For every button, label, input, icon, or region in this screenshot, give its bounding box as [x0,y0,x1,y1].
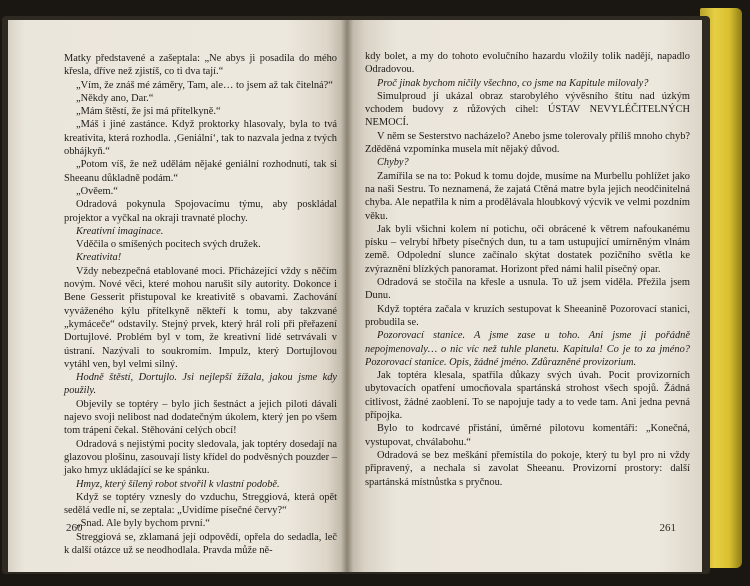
paragraph: Jak byli všichni kolem ní potichu, oči obrácené k větrem nafoukanému písku – velrybí hřbety písečných dun, tu a tam ustupující umírněným vlnám země. Odpolední slunce začínalo skýtat dostatek pozičního světla ke zvýraznění blízkých panoramat. Horizont před námi halil písečný opar. [365,223,690,275]
paragraph: „Vím, že znáš mé záměry, Tam, ale… to jsem až tak čitelná?“ [76,79,333,91]
paragraph: kdy bolet, a my do tohoto evolučního hazardu vložily tolik nadějí, napadlo Odradovou. [365,51,690,76]
paragraph: Matky představené a zašeptala: „Ne abys ji posadila do mého křesla, dříve než zjistíš, co ti dva tají.“ [64,53,337,78]
paragraph: „Mám štěstí, že jsi má přítelkyně.“ [76,106,221,118]
italic-text: Pozorovací stanice. A jsme zase u toho. Ani jsme ji pořádně nepojmenovaly… o nic víc než tuhle planetu. Kapitula! Co je to za jméno? Pozorovací stanice. Opis, žádné jméno. Zdůrazněné provizorium. [365,330,690,368]
paragraph-italic [64,478,337,491]
left-page [8,20,347,572]
paragraph: „Snad. Ale byly bychom první.“ [76,518,210,530]
paragraph: Vděčila o smíšených pocitech svých družek. [76,239,261,251]
book-gutter [341,20,353,572]
paragraph: Streggiová se, zklamaná její odpovědí, opřela do sedadla, leč k další otázce už se neodhodlala. Pravda může ně- [64,531,337,556]
paragraph: Když toptéra začala v kruzích sestupovat k Sheeanině Pozorovací stanici, probudila se. [365,303,690,328]
paragraph-italic [64,225,337,238]
paragraph-italic [365,156,690,169]
paragraph: Odradová se stočila na křesle a usnula. To už jsem viděla. Přežila jsem Dunu. [365,277,690,302]
paragraph: Jak toptéra klesala, spatřila důkazy svých úvah. Pocit provizorních ubytovacích opatření umocňovala spartánská strohost všech spojů. Žádná citlivost, žádné zaoblení. To se napojuje tady a to vede tam. Ani jedna pevná přípojka. [365,370,690,422]
paragraph: Vždy nebezpečná etablované moci. Přicházející vždy s něčím novým. Nové věci, které mohou narušit síly autority. Dokonce i Bene Gesserit přistupoval ke kreativitě s obavami. Zachování vyváženého kýlu přítelkyně někteří k tomu, aby takzvané „kymáceče“ odstavily. Stejný prvek, který hrál roli při přeřazení Dortujlové. Problém byl v tom, že kreativní lidé setrvávali v ústraní. Nazývali to soukromím. Impulz, který Dortujlovou vytáhl ven, byl velmi silný. [64,265,337,370]
paragraph-italic [64,251,337,264]
paragraph: Objevily se toptéry – bylo jich šestnáct a jejich piloti dávali najevo svoji nelibost nad dodatečným úkolem, který jen po všem tom trápení čekal. Stěhování celých obcí! [64,398,337,437]
paragraph: Simulproud jí ukázal obraz starobylého vývěsního štítu nad úzkým vchodem budovy z růžových cihel: ÚSTAV NEVYLÉČITELNÝCH NEMOCÍ. [365,90,690,129]
italic-text: Hodně štěstí, Dortujlo. Jsi nejlepší žížala, jakou jsme kdy použily. [64,372,337,397]
paragraph: Zamířila se na to: Pokud k tomu dojde, musíme na Murbellu pohlížet jako na naši Sestru. To neznamená, že zajatá Ctěná matre byla jejich neodčinitelná chyba. Ale nepatřila k nim a prodělávala hloubkový výcvik ve velmi pozdním věku. [365,170,690,222]
paragraph-italic [365,77,690,90]
paragraph: Odradová se bez meškání přemístila do pokoje, který tu byl pro ni vždy připravený, a nechala si zavolat Sheeanu. Provizorní prostory: další spartánská místnůstka s pryčnou. [365,449,690,488]
page-number-right: 261 [659,522,676,534]
paragraph: Odradová pokynula Spojovacímu týmu, aby poskládal projektor a vyčkal na okraji travnaté plochy. [64,199,337,224]
paragraph: „Ověem.“ [76,185,118,197]
paragraph-italic [64,371,337,398]
right-page-text [365,50,690,489]
page-number-left: 260 [66,522,83,534]
paragraph: „Potom víš, že než udělám nějaké geniální rozhodnutí, tak si Sheeanu důkladně podám.“ [64,159,337,184]
italic-text: Hmyz, který šílený robot stvořil k vlastní podobě. [76,478,280,490]
paragraph: „Někdy ano, Dar.“ [76,92,154,104]
left-page-text [64,52,337,557]
italic-text: Proč jinak bychom ničily všechno, co jsme na Kapitule milovaly? [377,77,649,89]
paragraph: Když se toptéry vznesly do vzduchu, Streggiová, která opět sedělá vedle ní, se zeptala: „Uvidíme písečné červy?“ [64,491,337,517]
paragraph: „Máš i jiné zastánce. Když proktorky hlasovaly, byla to tvá kreativita, která rozhodla. ‚Geniální‘, tak to nazvala jedna z tvých obhájkyň.“ [64,119,337,158]
paragraph: Bylo to kodrcavé přistání, úměrné pilotovu komentáři: „Konečná, vystupovat, chválabohu.“ [365,423,690,448]
paragraph-italic [365,329,690,369]
paragraph: V něm se Sesterstvo nacházelo? Anebo jsme tolerovaly příliš mnoho chyb? Zděděná vzpomínka musela mít nějaký důvod. [365,130,690,156]
right-page [347,20,702,572]
italic-text: Kreativita! [76,252,122,264]
italic-text: Kreativní imaginace. [76,225,164,237]
italic-text: Chyby? [377,157,409,169]
paragraph: Odradová s nejistými pocity sledovala, jak toptéry dosedají na glazovou plošinu, zasouvají listy křídel do podvěsných pouzder – jako hmyz ukládající se ke spánku. [64,438,337,477]
